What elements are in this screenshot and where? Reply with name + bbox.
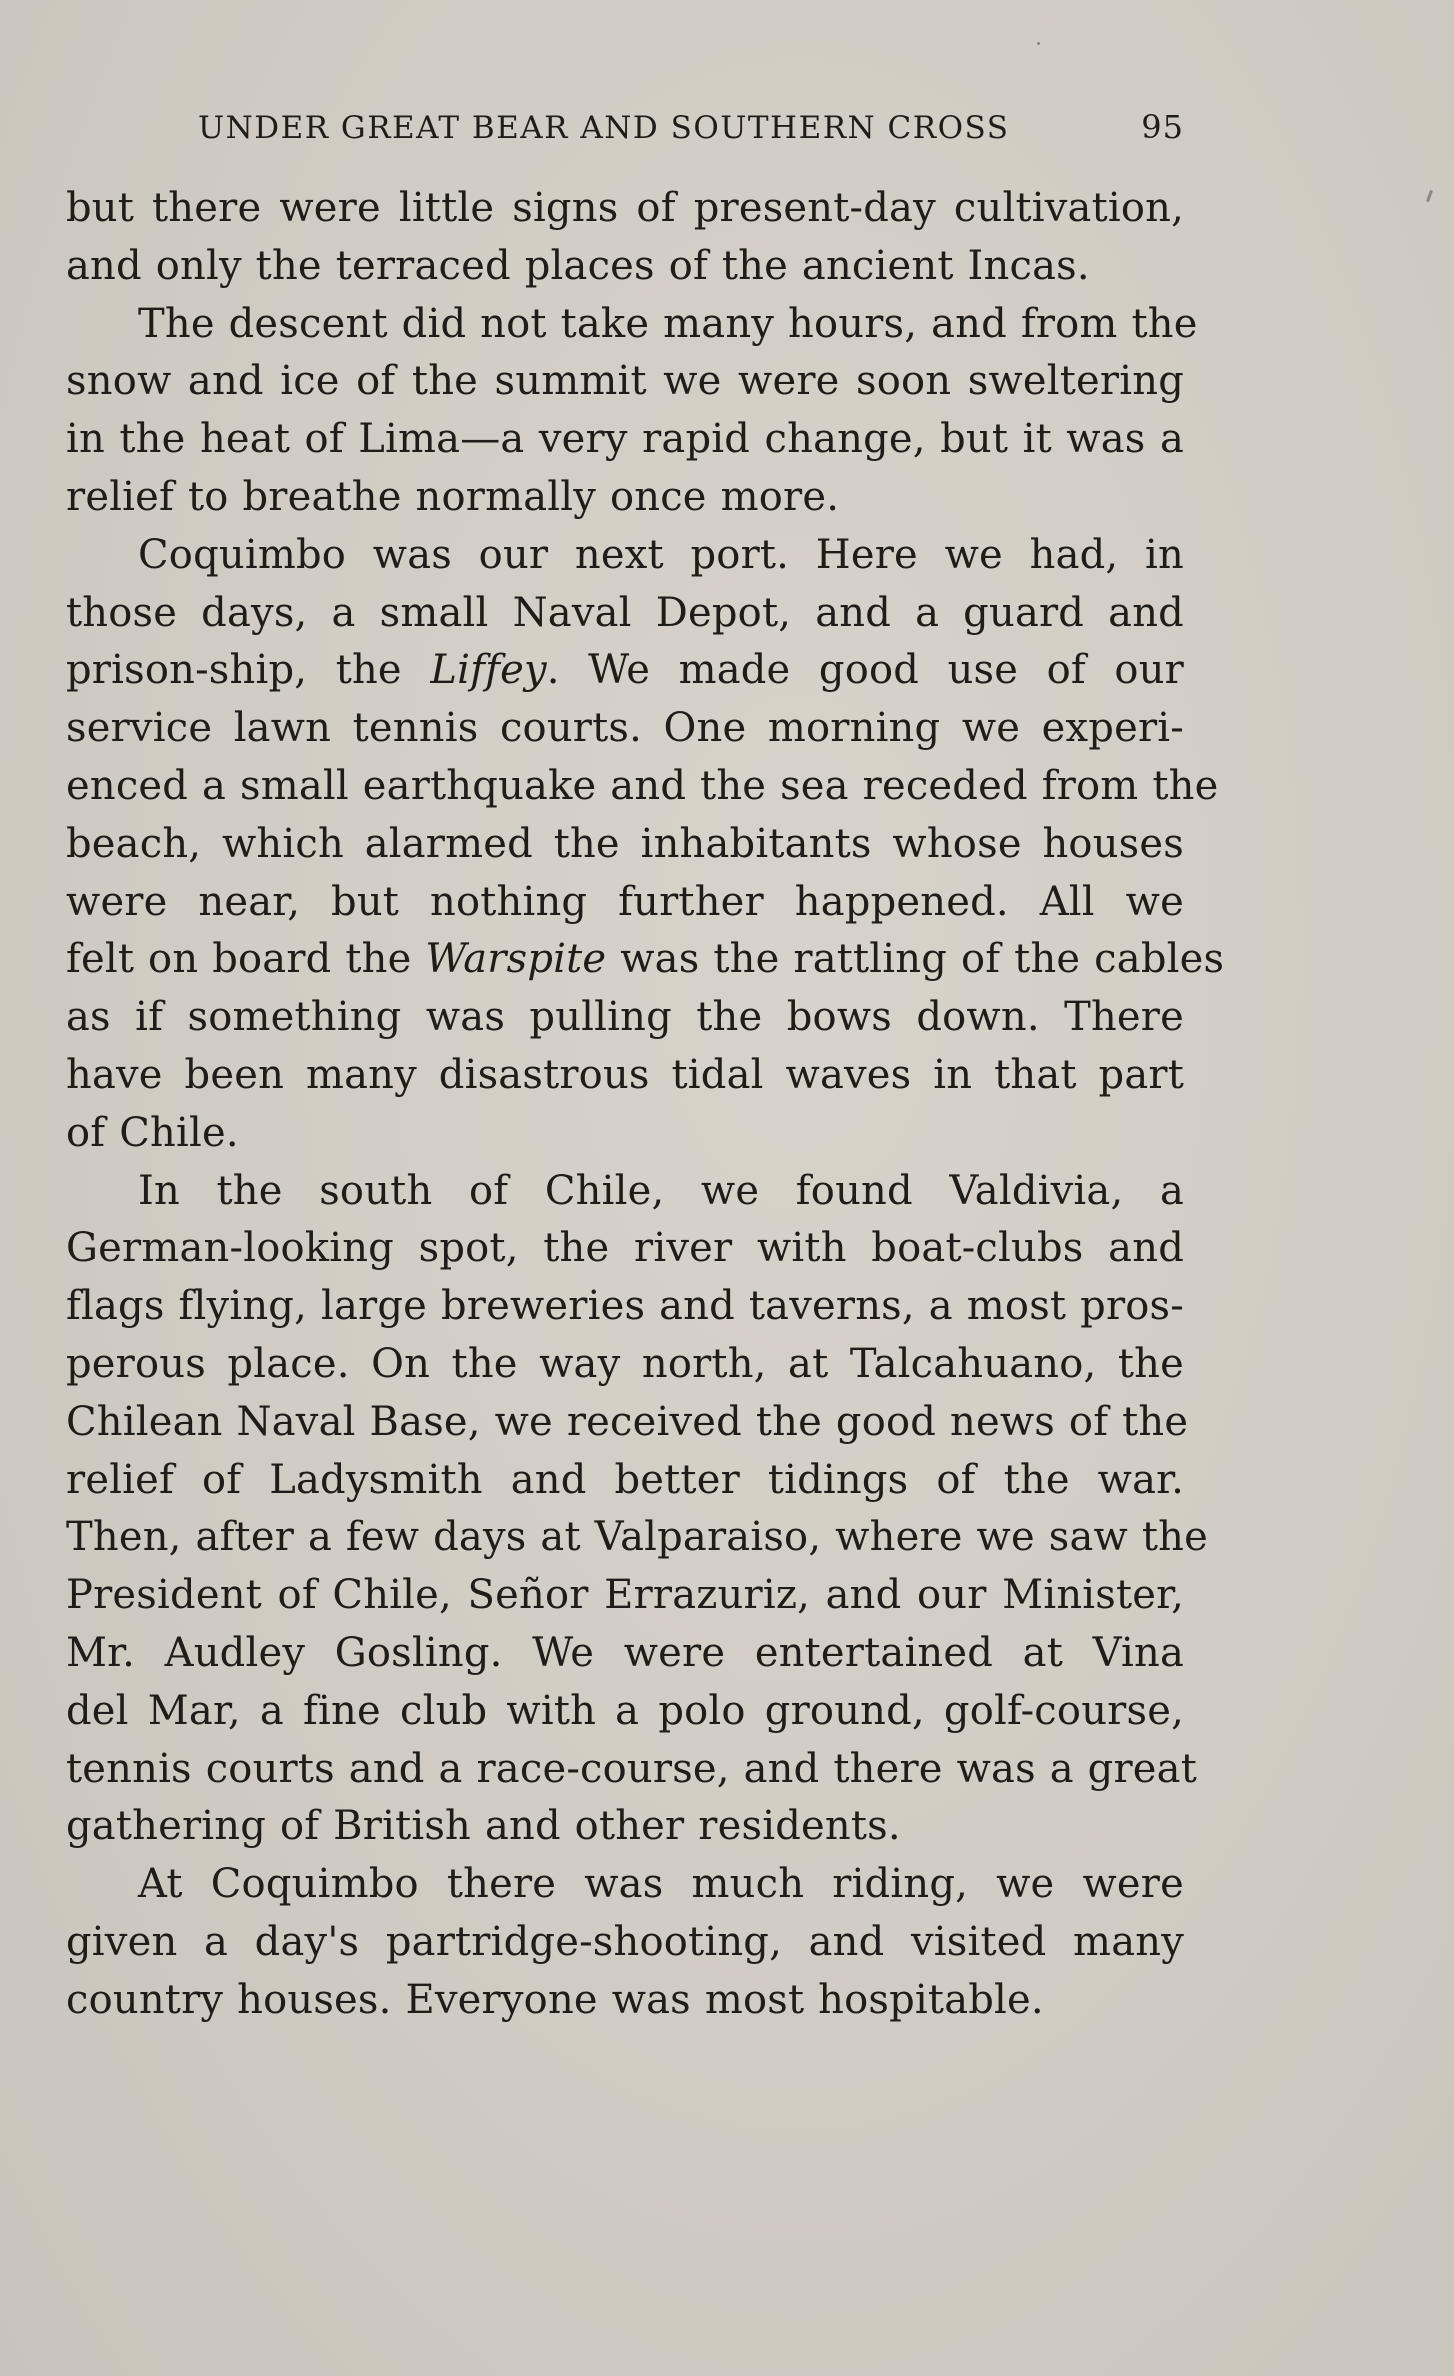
text-line: service lawn tennis courts. One morning we experi- [66, 705, 1184, 752]
text-line: tennis courts and a race-course, and there was a great [66, 1745, 1197, 1792]
ship-name: Liffey [430, 647, 547, 694]
text-line: gathering of British and other residents. [66, 1803, 901, 1850]
text-line: given a day's partridge-shooting, and visited many [66, 1918, 1184, 1965]
text-line: perous place. On the way north, at Talcahuano, the [66, 1340, 1184, 1387]
text-line: beach, which alarmed the inhabitants whose houses [66, 820, 1184, 867]
book-page [66, 108, 1225, 2030]
text-line: Coquimbo was our next port. Here we had, in [138, 531, 1184, 578]
text-line: del Mar, a fine club with a polo ground, golf-course, [66, 1687, 1184, 1734]
text-line: those days, a small Naval Depot, and a guard and [66, 589, 1184, 636]
text-line: as if something was pulling the bows down. There [66, 994, 1184, 1041]
text-line: country houses. Everyone was most hospitable. [66, 1976, 1044, 2023]
text-line: In the south of Chile, we found Valdivia, a [138, 1167, 1184, 1214]
text-line: At Coquimbo there was much riding, we were [138, 1861, 1184, 1908]
ship-name: Warspite [425, 936, 607, 983]
text-line: but there were little signs of present-day cultivation, [66, 185, 1184, 231]
running-head [66, 108, 1184, 160]
page-number: 95 [1141, 108, 1184, 146]
text-line: relief of Ladysmith and better tidings of the war. [66, 1456, 1184, 1503]
text-line: Chilean Naval Base, we received the good news of the [66, 1398, 1189, 1445]
text-line: flags flying, large breweries and taverns, a most pros- [66, 1283, 1184, 1330]
paper-speck [1426, 190, 1433, 202]
body-text [66, 180, 1225, 2030]
text-line: and only the terraced places of the ancient Incas. [66, 242, 1090, 289]
text-line: were near, but nothing further happened. All we [66, 878, 1184, 925]
text-line: felt on board the Warspite was the rattling of the cables [66, 936, 1225, 983]
text-line: Mr. Audley Gosling. We were entertained at Vina [66, 1629, 1184, 1676]
text-line: President of Chile, Señor Errazuriz, and our Minister, [66, 1572, 1184, 1619]
text-line: prison-ship, the Liffey. We made good use of our [66, 647, 1184, 694]
text-line: Then, after a few days at Valparaiso, where we saw the [66, 1514, 1209, 1561]
paper-speck [1037, 42, 1040, 45]
text-line: snow and ice of the summit we were soon sweltering [66, 358, 1184, 405]
text-line: German-looking spot, the river with boat-clubs and [66, 1225, 1184, 1272]
text-line: The descent did not take many hours, and from the [138, 300, 1198, 347]
text-line: relief to breathe normally once more. [66, 473, 840, 520]
text-line: in the heat of Lima—a very rapid change, but it was a [66, 416, 1184, 463]
text-line: have been many disastrous tidal waves in that part [66, 1051, 1184, 1098]
running-title: UNDER GREAT BEAR AND SOUTHERN CROSS [198, 110, 1010, 146]
text-line: of Chile. [66, 1109, 239, 1156]
text-line: enced a small earthquake and the sea receded from the [66, 762, 1219, 809]
